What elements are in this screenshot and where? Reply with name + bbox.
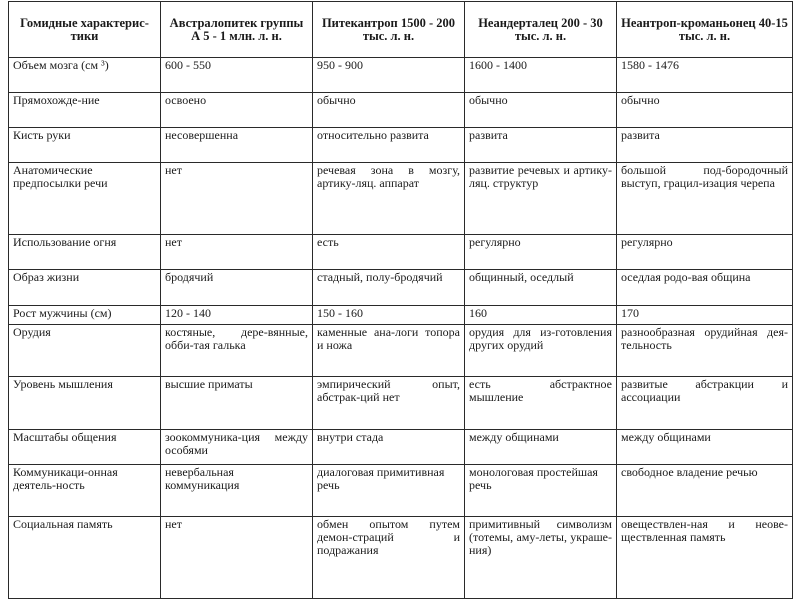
table-row <box>9 270 793 306</box>
table-cell: эмпирический опыт, абстрак-ций нет <box>313 377 465 430</box>
table-cell: большой под-бородочный выступ, грацил-изация черепа <box>617 163 793 235</box>
table-cell: оседлая родо-вая община <box>617 270 793 306</box>
table-cell: несовершенна <box>161 128 313 163</box>
row-label: Уровень мышления <box>9 377 161 430</box>
table-cell: обычно <box>617 93 793 128</box>
row-label: Кисть руки <box>9 128 161 163</box>
table-row <box>9 235 793 270</box>
table-cell: развита <box>465 128 617 163</box>
table-cell: нет <box>161 517 313 599</box>
table-row <box>9 58 793 93</box>
table-row <box>9 377 793 430</box>
table-cell: бродячий <box>161 270 313 306</box>
table-cell: развитие речевых и артику-ляц. структур <box>465 163 617 235</box>
table-row <box>9 325 793 377</box>
table-row <box>9 430 793 465</box>
table-cell: регулярно <box>617 235 793 270</box>
table-cell: 950 - 900 <box>313 58 465 93</box>
table-cell: диалоговая примитивная речь <box>313 465 465 517</box>
table-cell: монологовая простейшая речь <box>465 465 617 517</box>
table-cell: свободное владение речью <box>617 465 793 517</box>
row-label: Орудия <box>9 325 161 377</box>
table-cell: между общинами <box>465 430 617 465</box>
table-header-row <box>9 2 793 58</box>
table-cell: относительно развита <box>313 128 465 163</box>
table-cell: 600 - 550 <box>161 58 313 93</box>
table-cell: 150 - 160 <box>313 306 465 325</box>
table-cell: внутри стада <box>313 430 465 465</box>
header-cro-magnon: Неантроп-кроманьонец 40-15 тыс. л. н. <box>617 2 793 58</box>
table-row <box>9 517 793 599</box>
table-cell: освоено <box>161 93 313 128</box>
hominid-comparison-table <box>8 1 793 599</box>
table-cell: разнообразная орудийная дея-тельность <box>617 325 793 377</box>
row-label: Объем мозга (см ³) <box>9 58 161 93</box>
table-row <box>9 306 793 325</box>
table-cell: примитивный символизм (тотемы, аму-леты, украше-ния) <box>465 517 617 599</box>
row-label: Анатомические предпосылки речи <box>9 163 161 235</box>
table-cell: костяные, дере-вянные, обби-тая галька <box>161 325 313 377</box>
table-row <box>9 465 793 517</box>
row-label: Масштабы общения <box>9 430 161 465</box>
table-cell: 170 <box>617 306 793 325</box>
header-australopithecus: Австралопитек группы А 5 - 1 млн. л. н. <box>161 2 313 58</box>
table-row <box>9 163 793 235</box>
header-characteristics: Гомидные характерис-тики <box>9 2 161 58</box>
table-cell: обмен опытом путем демон-страций и подражания <box>313 517 465 599</box>
table-cell: развитые абстракции и ассоциации <box>617 377 793 430</box>
row-label: Использование огня <box>9 235 161 270</box>
table-cell: развита <box>617 128 793 163</box>
table-cell: между общинами <box>617 430 793 465</box>
header-neanderthal: Неандерталец 200 - 30 тыс. л. н. <box>465 2 617 58</box>
table-cell: обычно <box>465 93 617 128</box>
table-cell: зоокоммуника-ция между особями <box>161 430 313 465</box>
row-label: Социальная память <box>9 517 161 599</box>
table-cell: 1600 - 1400 <box>465 58 617 93</box>
table-cell: нет <box>161 163 313 235</box>
table-cell: невербальная коммуникация <box>161 465 313 517</box>
table-cell: 160 <box>465 306 617 325</box>
table-cell: общинный, оседлый <box>465 270 617 306</box>
row-label: Рост мужчины (см) <box>9 306 161 325</box>
table-cell: есть <box>313 235 465 270</box>
row-label: Образ жизни <box>9 270 161 306</box>
header-pithecanthropus: Питекантроп 1500 - 200 тыс. л. н. <box>313 2 465 58</box>
table-cell: есть абстрактное мышление <box>465 377 617 430</box>
table-cell: овеществлен-ная и неове-ществленная память <box>617 517 793 599</box>
table-row <box>9 128 793 163</box>
table-cell: стадный, полу-бродячий <box>313 270 465 306</box>
table-row <box>9 93 793 128</box>
table-cell: орудия для из-готовления других орудий <box>465 325 617 377</box>
table-cell: регулярно <box>465 235 617 270</box>
row-label: Прямохожде-ние <box>9 93 161 128</box>
table-cell: обычно <box>313 93 465 128</box>
table-cell: высшие приматы <box>161 377 313 430</box>
table-cell: речевая зона в мозгу, артику-ляц. аппарат <box>313 163 465 235</box>
table-cell: нет <box>161 235 313 270</box>
row-label: Коммуникаци-онная деятель-ность <box>9 465 161 517</box>
table-cell: каменные ана-логи топора и ножа <box>313 325 465 377</box>
table-cell: 120 - 140 <box>161 306 313 325</box>
table-cell: 1580 - 1476 <box>617 58 793 93</box>
